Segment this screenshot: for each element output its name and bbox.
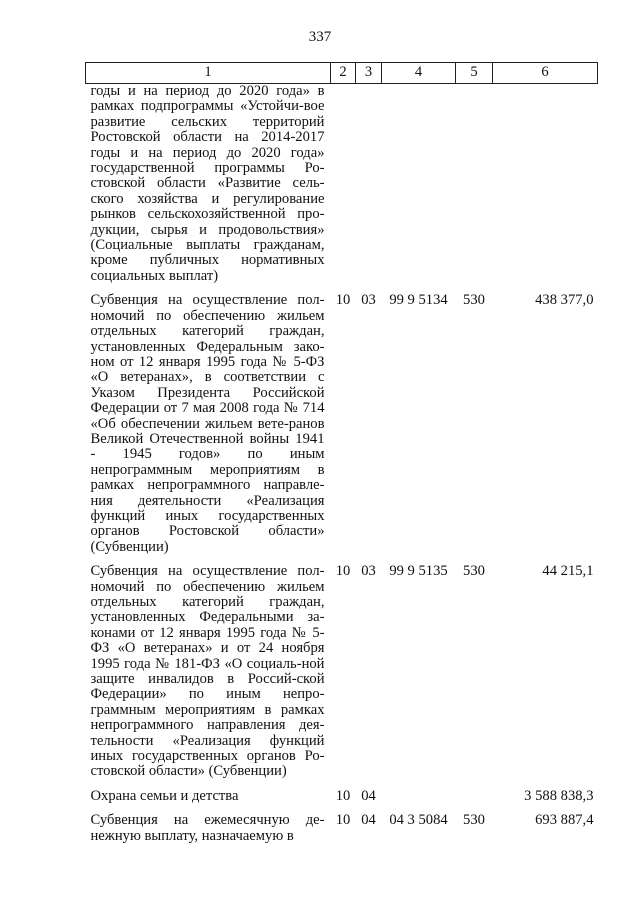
- row-description: Субвенция на осуществление пол-номочий по обеспечению жильем отдельных категорий граждан, установленных Федеральными за-конами от 12 января 1995 года № 5-ФЗ «О ветеранах» и от 24 ноября 1995 года № 181-ФЗ «О социаль-ной защите инвалидов в Россий-ской Федерации» по иным непро-граммным мероприятиям в рамках непрограммного направления дея-тельности «Реализация функций иных государственных органов Ро-стовской области» (Субвенции): [90, 563, 325, 780]
- row-pr: 04: [361, 787, 376, 804]
- row-vr: 530: [463, 292, 485, 309]
- row-amount: 693 887,4: [535, 812, 594, 829]
- row-csr: 04 3 5084: [389, 812, 448, 829]
- row-vr: [456, 789, 493, 804]
- row-description: Субвенция на ежемесячную де-нежную выплату, назначаемую в: [90, 812, 325, 844]
- col-header-3: 3: [356, 63, 382, 84]
- row-rz: 10: [335, 812, 351, 829]
- row-rz: 10: [335, 563, 351, 580]
- row-csr: [382, 84, 456, 285]
- col-header-6: 6: [493, 63, 598, 84]
- page-number: 337: [308, 29, 332, 45]
- row-pr: 04: [361, 812, 376, 829]
- table-row: [86, 813, 598, 844]
- row-vr: [456, 84, 493, 285]
- row-amount: 3 588 838,3: [524, 787, 594, 804]
- budget-table: [85, 62, 598, 844]
- row-vr: 530: [463, 563, 485, 580]
- row-description: Субвенция на осуществление пол-номочий по обеспечению жильем отдельных категорий граждан, установленных Федеральным зако-ном от 12 января 1995 года № 5-ФЗ «О ветеранах», в соответствии с Указом Президента Российской Федерации от 7 мая 2008 года № 714 «Об обеспечении жильем вете-ранов Великой Отечественной войны 1941 - 1945 годов» по иным непрограммным мероприятиям в рамках непрограммного направле-ния деятельности «Реализация функций иных государственных органов Ростовской области» (Субвенции): [90, 292, 325, 555]
- table-row: [86, 789, 598, 804]
- table-row: [86, 84, 598, 285]
- row-rz: 10: [335, 292, 351, 309]
- row-pr: 03: [361, 563, 376, 580]
- row-vr: 530: [463, 812, 485, 829]
- row-description: Охрана семьи и детства: [90, 787, 239, 804]
- row-description: годы и на период до 2020 года» в рамках подпрограммы «Устойчи-вое развитие сельских территорий Ростовской области на 2014-2017 годы и на период до 2020 года» государственной программы Ро-стовской области «Развитие сель-ского хозяйства и регулирование рынков сельскохозяйственной про-дукции, сырья и продовольствия» (Социальные выплаты гражданам, кроме публичных нормативных социальных выплат): [90, 83, 325, 284]
- header-row: [86, 63, 598, 84]
- row-amount: 44 215,1: [542, 563, 594, 580]
- row-rz: 10: [335, 787, 351, 804]
- table-row: [86, 564, 598, 780]
- row-csr: 99 9 5134: [389, 292, 448, 309]
- row-csr: [382, 789, 456, 804]
- table-row: [86, 293, 598, 555]
- row-amount: 438 377,0: [535, 292, 594, 309]
- row-pr: [356, 84, 382, 285]
- col-header-5: 5: [456, 63, 493, 84]
- col-header-2: 2: [331, 63, 356, 84]
- row-csr: 99 9 5135: [389, 563, 448, 580]
- col-header-4: 4: [382, 63, 456, 84]
- col-header-1: 1: [86, 63, 331, 84]
- row-amount: [493, 84, 598, 285]
- row-pr: 03: [361, 292, 376, 309]
- row-rz: [331, 84, 356, 285]
